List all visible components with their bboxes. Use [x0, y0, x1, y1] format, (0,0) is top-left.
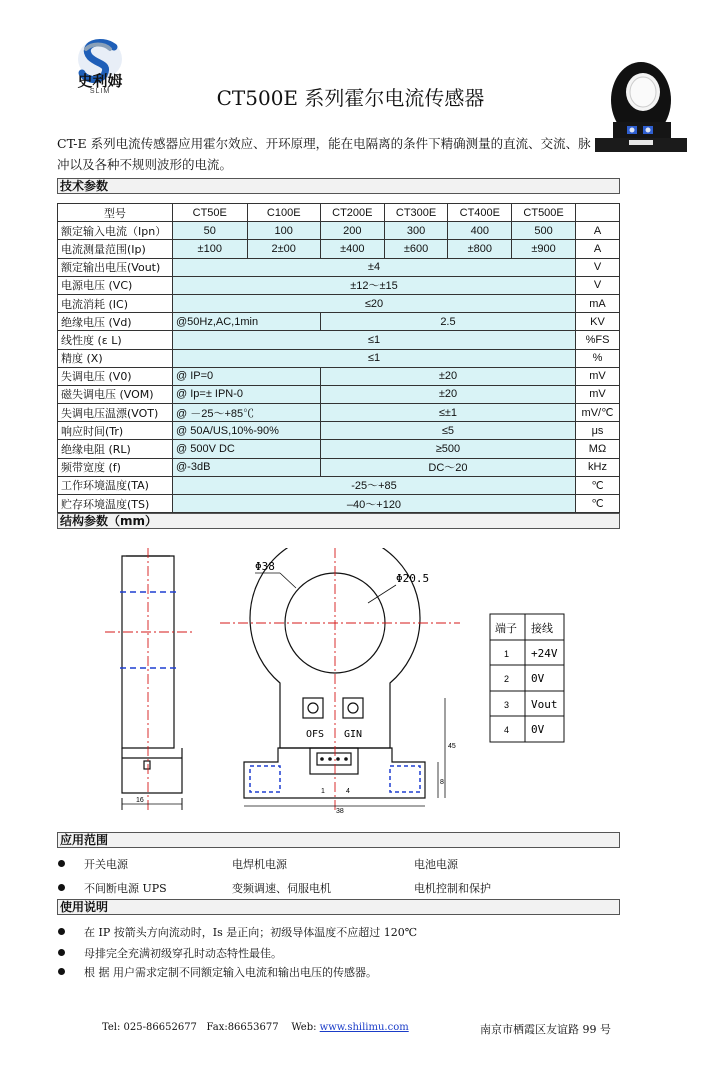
spec-param-name: 频带宽度 (f): [58, 458, 173, 476]
footer-web-link[interactable]: www.shilimu.com: [319, 1022, 409, 1033]
spec-value: ±4: [173, 258, 576, 276]
spec-row: [58, 404, 620, 422]
spec-condition: @ 50A/US,10%-90%: [173, 422, 321, 440]
spec-param-name: 绝缘电压 (Vd): [58, 313, 173, 331]
spec-value: ±20: [320, 385, 575, 403]
pin-number: 3: [504, 700, 510, 710]
spec-value: –40～+120: [173, 495, 576, 513]
spec-param-name: 精度 (X): [58, 349, 173, 367]
pin4-label: 4: [346, 788, 350, 795]
pin-number: 2: [504, 674, 510, 684]
dim-base: 8: [440, 779, 444, 786]
front-view: [244, 548, 425, 798]
spec-unit: mV: [576, 385, 620, 403]
spec-row: [58, 240, 620, 258]
spec-value: ±800: [448, 240, 512, 258]
spec-header-cell: C100E: [247, 204, 320, 222]
spec-value: ±600: [384, 240, 448, 258]
spec-param-name: 失调电压温漂(VOT): [58, 404, 173, 422]
spec-header-cell: CT300E: [384, 204, 448, 222]
spec-unit: A: [576, 240, 620, 258]
spec-param-name: 绝缘电阻 (RL): [58, 440, 173, 458]
footer-fax: Fax:86653677: [206, 1022, 279, 1033]
spec-param-name: 线性度 (ε L): [58, 331, 173, 349]
application-item: 不间断电源 UPS: [84, 882, 167, 895]
dim-height: 45: [448, 743, 456, 750]
spec-value: ±400: [320, 240, 384, 258]
spec-value: ≤1: [173, 349, 576, 367]
spec-unit: MΩ: [576, 440, 620, 458]
spec-row: [58, 458, 620, 476]
spec-param-name: 失调电压 (V0): [58, 367, 173, 385]
pin-wiring: 0V: [531, 672, 545, 685]
bullet-icon: [58, 949, 65, 956]
pin-table-header-wiring: 接线: [531, 622, 553, 635]
spec-row: [58, 440, 620, 458]
application-item: 电机控制和保护: [414, 882, 491, 895]
spec-value: ≥500: [320, 440, 575, 458]
spec-condition: @ 500V DC: [173, 440, 321, 458]
spec-unit: mV/℃: [576, 404, 620, 422]
spec-value: 400: [448, 222, 512, 240]
application-item: 电池电源: [414, 858, 458, 871]
pin-number: 4: [504, 725, 510, 735]
logo-name: 史利姆: [77, 72, 123, 90]
spec-header-cell: CT500E: [512, 204, 576, 222]
bullet-icon: [58, 860, 65, 867]
spec-unit: %: [576, 349, 620, 367]
usage-note: 在 IP 按箭头方向流动时，Is 是正向；初级导体温度不应超过 120℃: [84, 926, 418, 939]
spec-unit: mA: [576, 294, 620, 312]
section-structure: 结构参数（mm）: [57, 513, 620, 529]
spec-unit: mV: [576, 367, 620, 385]
footer-tel: Tel: 025-86652677: [102, 1022, 197, 1033]
usage-note: 母排完全充满初级穿孔时动态特性最佳。: [84, 947, 282, 960]
spec-header-cell: CT200E: [320, 204, 384, 222]
application-item: 电焊机电源: [232, 858, 287, 871]
product-photo: [595, 52, 687, 158]
logo-sub: SLIM: [89, 88, 111, 95]
spec-value: 2±00: [247, 240, 320, 258]
spec-value: 200: [320, 222, 384, 240]
spec-value: 100: [247, 222, 320, 240]
spec-unit: A: [576, 222, 620, 240]
spec-unit: ℃: [576, 495, 620, 513]
page-title: CT500E 系列霍尔电流传感器: [216, 86, 485, 110]
section-usage: 使用说明: [57, 899, 620, 915]
spec-param-name: 电源电压 (VC): [58, 276, 173, 294]
spec-value: ≤±1: [320, 404, 575, 422]
spec-unit: μs: [576, 422, 620, 440]
application-item: 变频调速、伺服电机: [232, 882, 331, 895]
spec-row: [58, 476, 620, 494]
spec-param-name: 工作环境温度(TA): [58, 476, 173, 494]
spec-row: [58, 294, 620, 312]
pin-wiring: +24V: [531, 647, 558, 660]
dim-inner: Φ20.5: [396, 572, 430, 585]
gin-label: GIN: [344, 729, 363, 740]
spec-value: DC～20: [320, 458, 575, 476]
spec-value: ≤1: [173, 331, 576, 349]
bullet-icon: [58, 928, 65, 935]
pin-wiring: Vout: [531, 698, 558, 711]
spec-unit: KV: [576, 313, 620, 331]
spec-value: ≤20: [173, 294, 576, 312]
spec-row: [58, 222, 620, 240]
spec-row: [58, 367, 620, 385]
spec-row: [58, 258, 620, 276]
spec-value: ±900: [512, 240, 576, 258]
spec-value: ≤5: [320, 422, 575, 440]
pin-wiring: 0V: [531, 723, 545, 736]
bullet-icon: [58, 968, 65, 975]
spec-header-cell: [576, 204, 620, 222]
dim-outer: Φ38: [255, 560, 275, 573]
spec-condition: @-3dB: [173, 458, 321, 476]
spec-param-name: 电流消耗 (IC): [58, 294, 173, 312]
spec-condition: @50Hz,AC,1min: [173, 313, 321, 331]
spec-param-name: 额定输入电流（Ipn）: [58, 222, 173, 240]
spec-param-name: 电流测量范围(Ip): [58, 240, 173, 258]
spec-row: [58, 331, 620, 349]
spec-row: [58, 349, 620, 367]
structure-drawing: [100, 548, 600, 816]
spec-param-name: 响应时间(Tr): [58, 422, 173, 440]
spec-value: 50: [173, 222, 248, 240]
spec-condition: @ IP=0: [173, 367, 321, 385]
usage-note: 根 据 用户需求定制不同额定输入电流和输出电压的传感器。: [84, 966, 377, 979]
spec-row: [58, 422, 620, 440]
spec-condition: @ －25～+85℃: [173, 404, 321, 422]
pin1-label: 1: [321, 788, 325, 795]
spec-unit: %FS: [576, 331, 620, 349]
spec-unit: ℃: [576, 476, 620, 494]
spec-unit: V: [576, 276, 620, 294]
spec-unit: kHz: [576, 458, 620, 476]
section-tech-params: 技术参数: [57, 178, 620, 194]
spec-value: 2.5: [320, 313, 575, 331]
spec-value: 300: [384, 222, 448, 240]
spec-header-row: [58, 204, 620, 222]
spec-row: [58, 313, 620, 331]
spec-value: ±12～±15: [173, 276, 576, 294]
footer-web-label: Web:: [291, 1022, 317, 1033]
dim-side: 16: [136, 797, 144, 804]
spec-row: [58, 495, 620, 513]
spec-value: ±100: [173, 240, 248, 258]
intro-paragraph: CT-E 系列电流传感器应用霍尔效应、开环原理，能在电隔离的条件下精确测量的直流、交流、脉冲以及各种不规则波形的电流。: [57, 136, 591, 172]
spec-value: -25～+85: [173, 476, 576, 494]
spec-condition: @ Ip=± IPN-0: [173, 385, 321, 403]
spec-value: ±20: [320, 367, 575, 385]
footer-address: 南京市栖霞区友谊路 99 号: [480, 1023, 611, 1036]
spec-value: 500: [512, 222, 576, 240]
dim-width: 38: [336, 808, 344, 815]
spec-header-cell: 型号: [58, 204, 173, 222]
spec-table: [57, 203, 620, 513]
pin-table-header-terminal: 端子: [495, 622, 517, 635]
spec-row: [58, 385, 620, 403]
spec-param-name: 磁失调电压 (VOM): [58, 385, 173, 403]
spec-param-name: 额定输出电压(Vout): [58, 258, 173, 276]
spec-row: [58, 276, 620, 294]
footer-contact: [102, 1022, 409, 1033]
spec-param-name: 贮存环境温度(TS): [58, 495, 173, 513]
bullet-icon: [58, 884, 65, 891]
spec-header-cell: CT50E: [173, 204, 248, 222]
pin-number: 1: [504, 649, 510, 659]
ofs-label: OFS: [306, 729, 325, 740]
section-applications: 应用范围: [57, 832, 620, 848]
spec-unit: V: [576, 258, 620, 276]
spec-header-cell: CT400E: [448, 204, 512, 222]
application-item: 开关电源: [84, 858, 128, 871]
